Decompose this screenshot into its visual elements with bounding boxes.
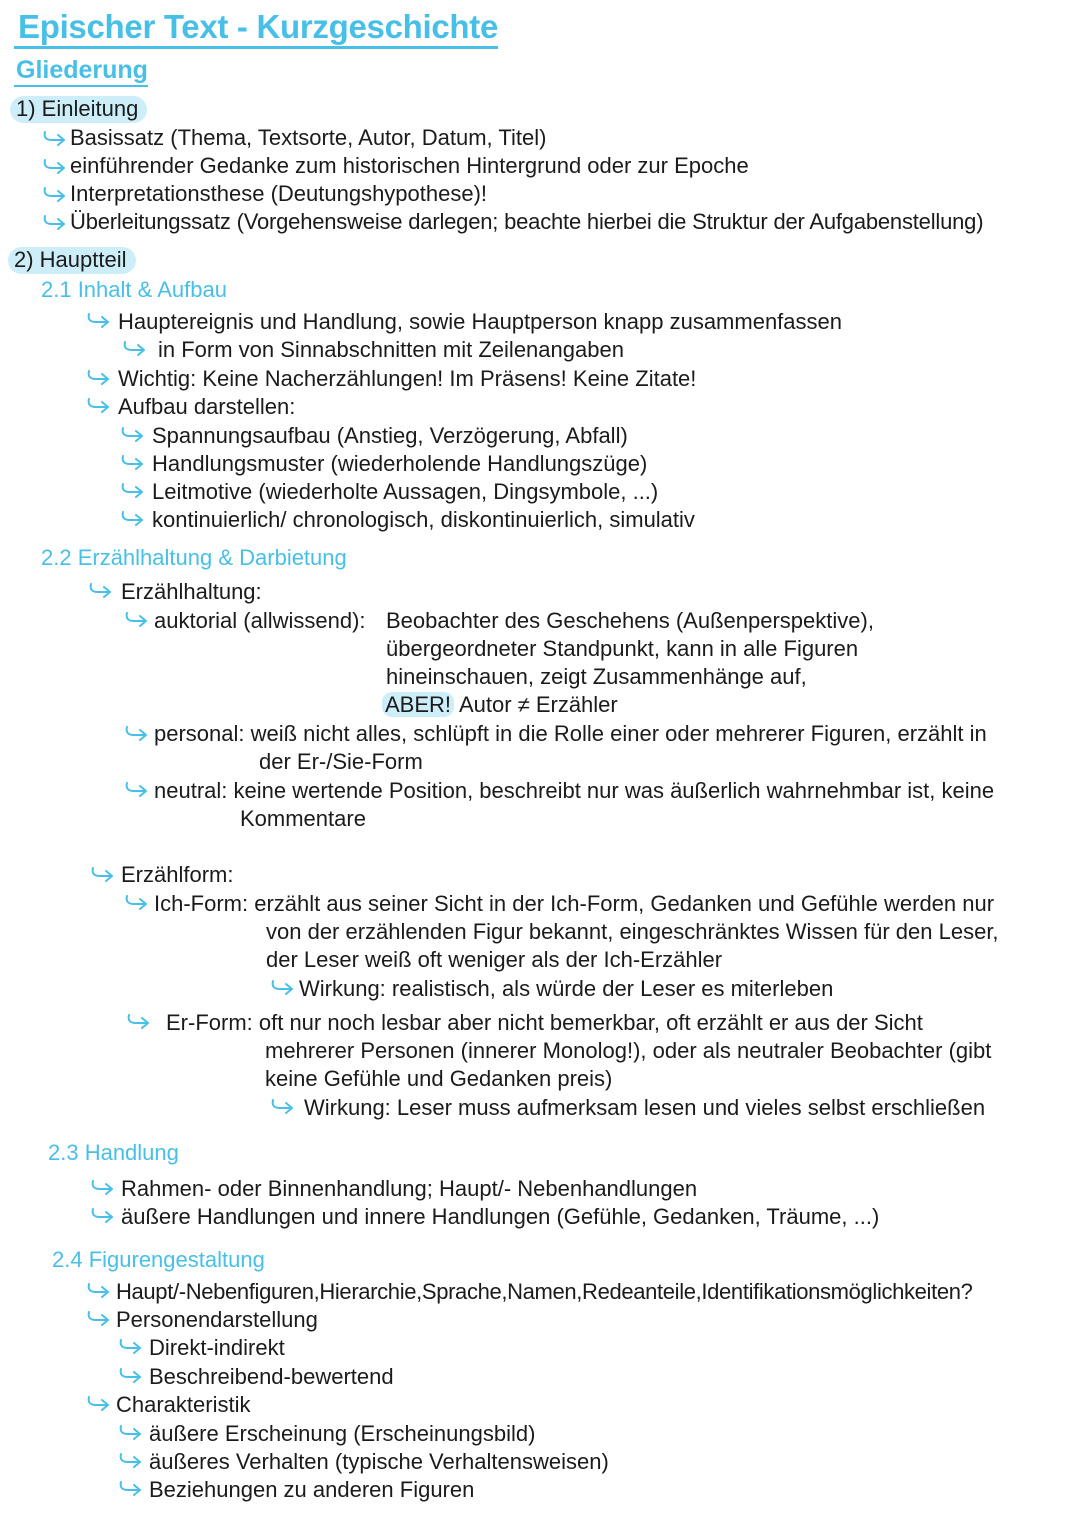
list-item: äußeres Verhalten (typische Verhaltensweisen): [149, 1449, 609, 1474]
definition-line: Ich-Form: erzählt aus seiner Sicht in der Ich-Form, Gedanken und Gefühle werden nur: [154, 891, 995, 916]
hook-arrow-icon: [90, 866, 116, 882]
hook-arrow-icon: [124, 725, 150, 741]
hook-arrow-icon: [42, 186, 68, 202]
list-item: äußere Erscheinung (Erscheinungsbild): [149, 1421, 536, 1446]
subsection-title-erzaehlhaltung: 2.2 Erzählhaltung & Darbietung: [41, 545, 347, 570]
list-item: in Form von Sinnabschnitten mit Zeilenangaben: [158, 337, 624, 362]
hook-arrow-icon: [120, 510, 146, 526]
definition-line: von der erzählenden Figur bekannt, eingeschränktes Wissen für den Leser,: [266, 919, 999, 944]
hook-arrow-icon: [126, 1013, 152, 1029]
hook-arrow-icon: [122, 340, 148, 356]
list-item: Interpretationsthese (Deutungshypothese)!: [70, 181, 488, 206]
hook-arrow-icon: [124, 894, 150, 910]
definition-line: der Er-/Sie-Form: [259, 749, 423, 774]
list-item: Spannungsaufbau (Anstieg, Verzögerung, Abfall): [152, 423, 628, 448]
hook-arrow-icon: [42, 130, 68, 146]
definition-line: Wirkung: Leser muss aufmerksam lesen und vieles selbst erschließen: [304, 1095, 986, 1120]
hook-arrow-icon: [120, 482, 146, 498]
definition-line: Wirkung: realistisch, als würde der Leser es miterleben: [299, 976, 834, 1001]
list-item: Handlungsmuster (wiederholende Handlungszüge): [152, 451, 648, 476]
definition-line: hineinschauen, zeigt Zusammenhänge auf,: [386, 664, 807, 689]
hook-arrow-icon: [86, 369, 112, 385]
hook-arrow-icon: [90, 1207, 116, 1223]
hook-arrow-icon: [118, 1452, 144, 1468]
list-item: Haupt/-Nebenfiguren,Hierarchie,Sprache,Namen,Redeanteile,Identifikationsmöglichkeiten?: [116, 1279, 973, 1304]
definition-line: der Leser weiß oft weniger als der Ich-Erzähler: [266, 947, 723, 972]
hook-arrow-icon: [118, 1424, 144, 1440]
hook-arrow-icon: [118, 1367, 144, 1383]
hook-arrow-icon: [86, 1310, 112, 1326]
hook-arrow-icon: [86, 1395, 112, 1411]
definition-line: [382, 694, 618, 716]
list-item: Beschreibend-bewertend: [149, 1364, 394, 1389]
definition-line: neutral: keine wertende Position, beschreibt nur was äußerlich wahrnehmbar ist, keine: [154, 778, 995, 803]
highlight-aber: ABER!: [382, 692, 454, 717]
list-item: Rahmen- oder Binnenhandlung; Haupt/- Nebenhandlungen: [121, 1176, 698, 1201]
list-item: Basissatz (Thema, Textsorte, Autor, Datum, Titel): [70, 125, 547, 150]
hook-arrow-icon: [90, 1179, 116, 1195]
hook-arrow-icon: [86, 312, 112, 328]
section-label-einleitung: 1) Einleitung: [10, 96, 147, 123]
definition-line: keine Gefühle und Gedanken preis): [265, 1066, 613, 1091]
list-item: einführender Gedanke zum historischen Hintergrund oder zur Epoche: [70, 153, 749, 178]
subsection-title-figurengestaltung: 2.4 Figurengestaltung: [52, 1247, 265, 1272]
list-item: Leitmotive (wiederholte Aussagen, Dingsymbole, ...): [152, 479, 659, 504]
definition-line: personal: weiß nicht alles, schlüpft in die Rolle einer oder mehrerer Figuren, erzählt in: [154, 721, 987, 746]
list-item: kontinuierlich/ chronologisch, diskontinuierlich, simulativ: [152, 507, 695, 532]
list-item: Überleitungssatz (Vorgehensweise darlegen; beachte hierbei die Struktur der Aufgabenstellung): [70, 209, 984, 234]
list-item: Hauptereignis und Handlung, sowie Hauptperson knapp zusammenfassen: [118, 309, 843, 334]
definition-text: Autor ≠ Erzähler: [458, 692, 618, 717]
list-item: Erzählform:: [121, 862, 234, 887]
definition-line: Er-Form: oft nur noch lesbar aber nicht bemerkbar, oft erzählt er aus der Sicht: [166, 1010, 923, 1035]
list-item: Charakteristik: [116, 1392, 251, 1417]
hook-arrow-icon: [86, 1282, 112, 1298]
list-item: Erzählhaltung:: [121, 579, 262, 604]
hook-arrow-icon: [270, 1098, 296, 1114]
list-item: Aufbau darstellen:: [118, 394, 296, 419]
list-item: äußere Handlungen und innere Handlungen (Gefühle, Gedanken, Träume, ...): [121, 1204, 880, 1229]
section-label-hauptteil: 2) Hauptteil: [8, 247, 136, 274]
list-item: Beziehungen zu anderen Figuren: [149, 1477, 475, 1502]
list-item: Wichtig: Keine Nacherzählungen! Im Präsens! Keine Zitate!: [118, 366, 697, 391]
hook-arrow-icon: [118, 1338, 144, 1354]
list-item: Direkt-indirekt: [149, 1335, 285, 1360]
definition-line: mehrerer Personen (innerer Monolog!), oder als neutraler Beobachter (gibt: [265, 1038, 992, 1063]
hook-arrow-icon: [270, 979, 296, 995]
definition-line: Beobachter des Geschehens (Außenperspektive),: [386, 608, 874, 633]
hook-arrow-icon: [124, 611, 150, 627]
term-label: auktorial (allwissend):: [154, 608, 366, 633]
hook-arrow-icon: [120, 454, 146, 470]
definition-line: übergeordneter Standpunkt, kann in alle Figuren: [386, 636, 859, 661]
hook-arrow-icon: [124, 781, 150, 797]
hook-arrow-icon: [86, 397, 112, 413]
hook-arrow-icon: [120, 426, 146, 442]
subsection-title-inhalt-aufbau: 2.1 Inhalt & Aufbau: [41, 277, 227, 302]
subsection-title-handlung: 2.3 Handlung: [48, 1140, 179, 1165]
document-title: Epischer Text - Kurzgeschichte: [14, 10, 498, 49]
hook-arrow-icon: [118, 1480, 144, 1496]
hook-arrow-icon: [88, 582, 114, 598]
hook-arrow-icon: [42, 158, 68, 174]
section-heading-gliederung: Gliederung: [14, 58, 148, 87]
list-item: Personendarstellung: [116, 1307, 318, 1332]
hook-arrow-icon: [42, 214, 68, 230]
definition-line: Kommentare: [240, 806, 366, 831]
